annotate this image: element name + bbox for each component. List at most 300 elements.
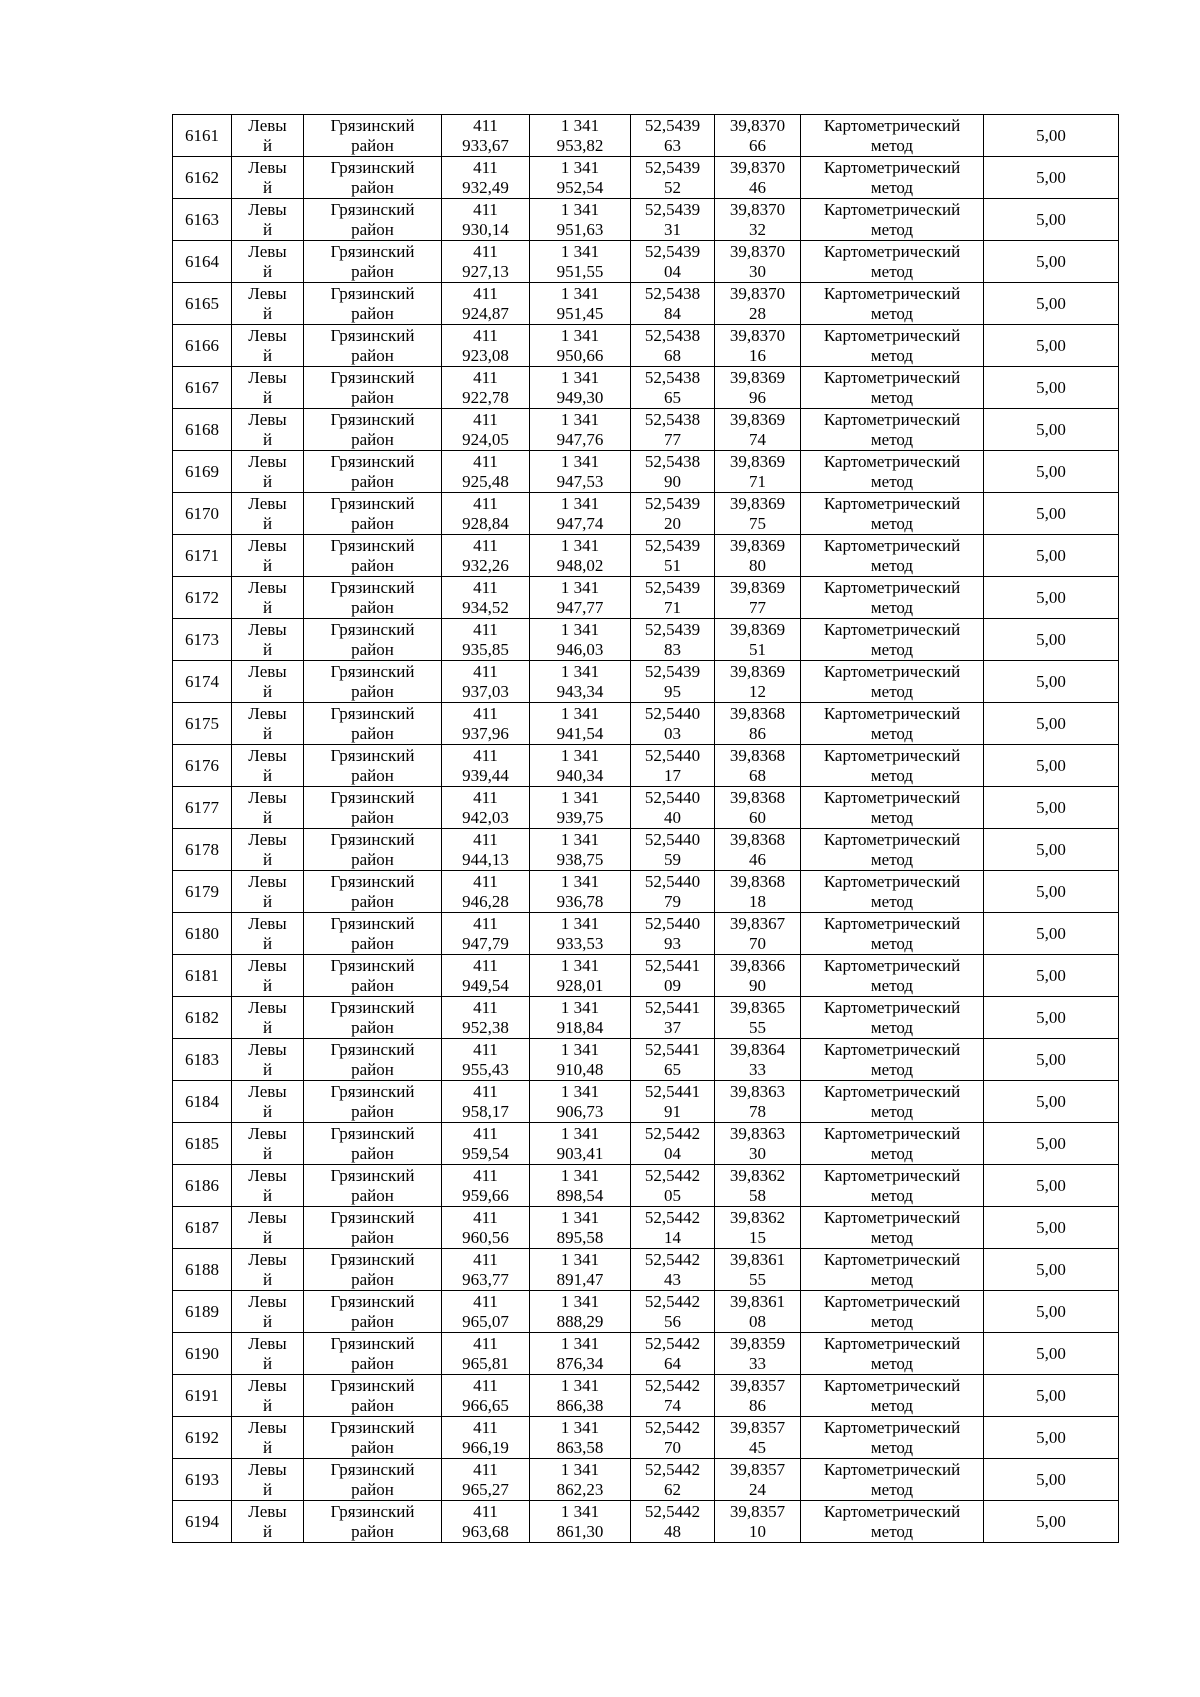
district-cell-line: Грязинский [330, 1333, 415, 1353]
longitude-cell [715, 115, 801, 157]
bank-side-cell-line: Левы [248, 493, 287, 513]
y-coordinate-cell-line: 936,78 [556, 891, 604, 911]
x-coordinate-cell-line: 411 [473, 1333, 498, 1353]
y-coordinate-cell-line: 1 341 [560, 913, 600, 933]
bank-side-cell [232, 451, 304, 493]
accuracy-cell: 5,00 [984, 577, 1119, 619]
method-cell [801, 1375, 984, 1417]
method-cell-line: Картометрический [823, 493, 961, 513]
longitude-cell-line: 75 [749, 513, 766, 533]
district-cell-line: район [351, 219, 394, 239]
bank-side-cell-line: й [262, 681, 273, 701]
longitude-cell-line: 58 [749, 1185, 766, 1205]
district-cell [304, 1249, 442, 1291]
bank-side-cell-line: й [262, 135, 273, 155]
bank-side-cell-line: Левы [248, 577, 287, 597]
y-coordinate-cell [530, 1249, 631, 1291]
x-coordinate-cell-line: 411 [473, 619, 498, 639]
method-cell-line: Картометрический [823, 115, 961, 135]
latitude-cell [631, 913, 715, 955]
bank-side-cell-line: Левы [248, 283, 287, 303]
bank-side-cell-line: й [262, 933, 273, 953]
bank-side-cell-line: Левы [248, 1333, 287, 1353]
x-coordinate-cell [442, 1333, 530, 1375]
district-cell [304, 745, 442, 787]
point-number-cell: 6162 [173, 157, 232, 199]
point-number-cell: 6186 [173, 1165, 232, 1207]
y-coordinate-cell-line: 1 341 [560, 661, 600, 681]
district-cell-line: район [351, 345, 394, 365]
latitude-cell-line: 74 [664, 1395, 681, 1415]
y-coordinate-cell-line: 1 341 [560, 1081, 600, 1101]
table-row [173, 745, 1119, 787]
method-cell [801, 1081, 984, 1123]
table-row [173, 997, 1119, 1039]
latitude-cell [631, 1207, 715, 1249]
y-coordinate-cell [530, 745, 631, 787]
latitude-cell-line: 48 [664, 1521, 681, 1541]
accuracy-cell: 5,00 [984, 661, 1119, 703]
y-coordinate-cell [530, 409, 631, 451]
y-coordinate-cell [530, 367, 631, 409]
district-cell-line: район [351, 471, 394, 491]
y-coordinate-cell-line: 1 341 [560, 1501, 600, 1521]
longitude-cell-line: 55 [749, 1017, 766, 1037]
district-cell [304, 1123, 442, 1165]
bank-side-cell-line: Левы [248, 787, 287, 807]
longitude-cell [715, 451, 801, 493]
accuracy-cell: 5,00 [984, 283, 1119, 325]
latitude-cell-line: 70 [664, 1437, 681, 1457]
y-coordinate-cell-line: 1 341 [560, 871, 600, 891]
table-row [173, 535, 1119, 577]
latitude-cell [631, 997, 715, 1039]
x-coordinate-cell [442, 1123, 530, 1165]
bank-side-cell-line: й [262, 1479, 273, 1499]
accuracy-cell: 5,00 [984, 1081, 1119, 1123]
y-coordinate-cell-line: 952,54 [556, 177, 604, 197]
latitude-cell-line: 52,5442 [644, 1417, 701, 1437]
longitude-cell [715, 619, 801, 661]
latitude-cell-line: 52,5438 [644, 409, 701, 429]
method-cell-line: Картометрический [823, 409, 961, 429]
table-row [173, 1333, 1119, 1375]
bank-side-cell-line: Левы [248, 157, 287, 177]
latitude-cell [631, 367, 715, 409]
accuracy-cell: 5,00 [984, 1123, 1119, 1165]
latitude-cell [631, 1249, 715, 1291]
point-number-cell: 6172 [173, 577, 232, 619]
x-coordinate-cell-line: 411 [473, 451, 498, 471]
y-coordinate-cell-line: 1 341 [560, 955, 600, 975]
method-cell-line: метод [870, 1017, 914, 1037]
x-coordinate-cell [442, 1375, 530, 1417]
bank-side-cell-line: Левы [248, 619, 287, 639]
y-coordinate-cell-line: 1 341 [560, 1249, 600, 1269]
longitude-cell-line: 39,8368 [729, 703, 786, 723]
accuracy-cell: 5,00 [984, 619, 1119, 661]
point-number-cell: 6193 [173, 1459, 232, 1501]
bank-side-cell [232, 199, 304, 241]
bank-side-cell [232, 325, 304, 367]
latitude-cell [631, 451, 715, 493]
district-cell-line: район [351, 303, 394, 323]
bank-side-cell-line: й [262, 387, 273, 407]
bank-side-cell [232, 661, 304, 703]
y-coordinate-cell-line: 949,30 [556, 387, 604, 407]
latitude-cell-line: 52,5442 [644, 1123, 701, 1143]
x-coordinate-cell [442, 1501, 530, 1543]
bank-side-cell-line: Левы [248, 1417, 287, 1437]
method-cell [801, 997, 984, 1039]
district-cell-line: район [351, 849, 394, 869]
bank-side-cell-line: й [262, 1437, 273, 1457]
x-coordinate-cell [442, 157, 530, 199]
district-cell-line: район [351, 1227, 394, 1247]
point-number-cell: 6171 [173, 535, 232, 577]
x-coordinate-cell [442, 1417, 530, 1459]
bank-side-cell-line: й [262, 975, 273, 995]
latitude-cell [631, 829, 715, 871]
longitude-cell-line: 96 [749, 387, 766, 407]
district-cell-line: Грязинский [330, 367, 415, 387]
latitude-cell [631, 493, 715, 535]
district-cell [304, 535, 442, 577]
y-coordinate-cell-line: 948,02 [556, 555, 604, 575]
point-number-cell: 6173 [173, 619, 232, 661]
y-coordinate-cell [530, 1081, 631, 1123]
district-cell-line: Грязинский [330, 283, 415, 303]
method-cell [801, 409, 984, 451]
district-cell-line: Грязинский [330, 325, 415, 345]
district-cell-line: район [351, 513, 394, 533]
latitude-cell-line: 52,5442 [644, 1165, 701, 1185]
table-row [173, 787, 1119, 829]
longitude-cell [715, 367, 801, 409]
latitude-cell [631, 283, 715, 325]
method-cell-line: метод [870, 1395, 914, 1415]
method-cell [801, 535, 984, 577]
method-cell-line: метод [870, 471, 914, 491]
district-cell-line: район [351, 681, 394, 701]
accuracy-cell: 5,00 [984, 451, 1119, 493]
latitude-cell [631, 241, 715, 283]
latitude-cell [631, 1501, 715, 1543]
x-coordinate-cell [442, 115, 530, 157]
x-coordinate-cell [442, 493, 530, 535]
accuracy-cell: 5,00 [984, 1291, 1119, 1333]
bank-side-cell-line: й [262, 471, 273, 491]
table-row [173, 829, 1119, 871]
latitude-cell-line: 52,5440 [644, 913, 701, 933]
accuracy-cell: 5,00 [984, 1375, 1119, 1417]
district-cell-line: Грязинский [330, 703, 415, 723]
latitude-cell-line: 31 [664, 219, 681, 239]
district-cell [304, 1375, 442, 1417]
latitude-cell-line: 52,5438 [644, 325, 701, 345]
y-coordinate-cell [530, 283, 631, 325]
y-coordinate-cell-line: 1 341 [560, 1333, 600, 1353]
bank-side-cell-line: Левы [248, 241, 287, 261]
district-cell-line: Грязинский [330, 157, 415, 177]
latitude-cell-line: 04 [664, 261, 681, 281]
point-number-cell: 6161 [173, 115, 232, 157]
longitude-cell-line: 32 [749, 219, 766, 239]
district-cell-line: район [351, 1269, 394, 1289]
table-row [173, 1207, 1119, 1249]
point-number-cell: 6164 [173, 241, 232, 283]
latitude-cell [631, 955, 715, 997]
accuracy-cell: 5,00 [984, 367, 1119, 409]
longitude-cell-line: 39,8365 [729, 997, 786, 1017]
y-coordinate-cell [530, 577, 631, 619]
x-coordinate-cell-line: 949,54 [462, 975, 509, 995]
district-cell-line: Грязинский [330, 1375, 415, 1395]
method-cell-line: метод [870, 975, 914, 995]
y-coordinate-cell-line: 1 341 [560, 535, 600, 555]
longitude-cell-line: 24 [749, 1479, 766, 1499]
latitude-cell [631, 157, 715, 199]
longitude-cell-line: 39,8361 [729, 1249, 786, 1269]
y-coordinate-cell-line: 943,34 [556, 681, 604, 701]
longitude-cell-line: 39,8369 [729, 619, 786, 639]
latitude-cell-line: 63 [664, 135, 681, 155]
method-cell-line: Картометрический [823, 1207, 961, 1227]
latitude-cell-line: 52,5439 [644, 115, 701, 135]
bank-side-cell-line: й [262, 219, 273, 239]
method-cell [801, 1501, 984, 1543]
method-cell-line: Картометрический [823, 1333, 961, 1353]
y-coordinate-cell-line: 1 341 [560, 1165, 600, 1185]
accuracy-cell: 5,00 [984, 115, 1119, 157]
district-cell-line: Грязинский [330, 1417, 415, 1437]
table-row [173, 577, 1119, 619]
x-coordinate-cell-line: 959,54 [462, 1143, 509, 1163]
latitude-cell-line: 52,5441 [644, 955, 701, 975]
latitude-cell-line: 52,5440 [644, 829, 701, 849]
y-coordinate-cell-line: 1 341 [560, 325, 600, 345]
method-cell [801, 829, 984, 871]
longitude-cell-line: 12 [749, 681, 766, 701]
district-cell-line: Грязинский [330, 1165, 415, 1185]
method-cell [801, 871, 984, 913]
table-row [173, 1501, 1119, 1543]
latitude-cell-line: 05 [664, 1185, 681, 1205]
accuracy-cell: 5,00 [984, 955, 1119, 997]
y-coordinate-cell-line: 866,38 [556, 1395, 604, 1415]
x-coordinate-cell-line: 411 [473, 367, 498, 387]
bank-side-cell-line: й [262, 1185, 273, 1205]
method-cell [801, 1207, 984, 1249]
longitude-cell [715, 1039, 801, 1081]
district-cell-line: район [351, 597, 394, 617]
table-row [173, 1459, 1119, 1501]
longitude-cell-line: 39,8368 [729, 787, 786, 807]
longitude-cell-line: 39,8370 [729, 199, 786, 219]
method-cell-line: метод [870, 1269, 914, 1289]
latitude-cell-line: 52,5440 [644, 787, 701, 807]
bank-side-cell-line: й [262, 765, 273, 785]
accuracy-cell: 5,00 [984, 241, 1119, 283]
x-coordinate-cell-line: 963,77 [462, 1269, 509, 1289]
y-coordinate-cell [530, 1207, 631, 1249]
x-coordinate-cell-line: 922,78 [462, 387, 509, 407]
method-cell-line: метод [870, 429, 914, 449]
x-coordinate-cell-line: 411 [473, 703, 498, 723]
latitude-cell-line: 04 [664, 1143, 681, 1163]
point-number-cell: 6185 [173, 1123, 232, 1165]
point-number-cell: 6175 [173, 703, 232, 745]
y-coordinate-cell [530, 1039, 631, 1081]
y-coordinate-cell-line: 1 341 [560, 493, 600, 513]
longitude-cell-line: 77 [749, 597, 766, 617]
longitude-cell [715, 1249, 801, 1291]
bank-side-cell-line: Левы [248, 1291, 287, 1311]
longitude-cell-line: 39,8368 [729, 829, 786, 849]
district-cell [304, 367, 442, 409]
x-coordinate-cell-line: 932,49 [462, 177, 509, 197]
x-coordinate-cell-line: 411 [473, 409, 498, 429]
district-cell-line: район [351, 1143, 394, 1163]
x-coordinate-cell-line: 965,27 [462, 1479, 509, 1499]
y-coordinate-cell-line: 939,75 [556, 807, 604, 827]
point-number-cell: 6165 [173, 283, 232, 325]
latitude-cell [631, 787, 715, 829]
method-cell-line: Картометрический [823, 1291, 961, 1311]
longitude-cell-line: 68 [749, 765, 766, 785]
x-coordinate-cell-line: 411 [473, 871, 498, 891]
y-coordinate-cell [530, 997, 631, 1039]
y-coordinate-cell [530, 115, 631, 157]
district-cell-line: район [351, 135, 394, 155]
x-coordinate-cell-line: 939,44 [462, 765, 509, 785]
district-cell-line: район [351, 1395, 394, 1415]
table-row [173, 1081, 1119, 1123]
longitude-cell-line: 55 [749, 1269, 766, 1289]
method-cell-line: Картометрический [823, 745, 961, 765]
y-coordinate-cell-line: 950,66 [556, 345, 604, 365]
y-coordinate-cell-line: 1 341 [560, 997, 600, 1017]
district-cell [304, 241, 442, 283]
latitude-cell-line: 40 [664, 807, 681, 827]
longitude-cell-line: 39,8362 [729, 1165, 786, 1185]
method-cell [801, 451, 984, 493]
x-coordinate-cell-line: 932,26 [462, 555, 509, 575]
method-cell-line: Картометрический [823, 199, 961, 219]
longitude-cell-line: 39,8370 [729, 325, 786, 345]
bank-side-cell-line: й [262, 1311, 273, 1331]
y-coordinate-cell-line: 876,34 [556, 1353, 604, 1373]
district-cell [304, 451, 442, 493]
longitude-cell-line: 90 [749, 975, 766, 995]
longitude-cell-line: 39,8366 [729, 955, 786, 975]
district-cell-line: Грязинский [330, 1081, 415, 1101]
method-cell-line: Картометрический [823, 157, 961, 177]
method-cell-line: метод [870, 807, 914, 827]
coordinates-table [172, 114, 1119, 1543]
latitude-cell [631, 1291, 715, 1333]
district-cell-line: Грязинский [330, 115, 415, 135]
latitude-cell-line: 52,5440 [644, 871, 701, 891]
district-cell-line: район [351, 723, 394, 743]
district-cell [304, 283, 442, 325]
method-cell-line: метод [870, 1185, 914, 1205]
method-cell-line: Картометрический [823, 787, 961, 807]
y-coordinate-cell-line: 1 341 [560, 241, 600, 261]
bank-side-cell-line: Левы [248, 1459, 287, 1479]
y-coordinate-cell-line: 1 341 [560, 199, 600, 219]
district-cell-line: Грязинский [330, 871, 415, 891]
y-coordinate-cell-line: 895,58 [556, 1227, 604, 1247]
y-coordinate-cell [530, 661, 631, 703]
x-coordinate-cell-line: 927,13 [462, 261, 509, 281]
longitude-cell-line: 45 [749, 1437, 766, 1457]
y-coordinate-cell [530, 535, 631, 577]
longitude-cell [715, 157, 801, 199]
district-cell-line: район [351, 933, 394, 953]
longitude-cell-line: 39,8363 [729, 1081, 786, 1101]
longitude-cell [715, 1291, 801, 1333]
x-coordinate-cell [442, 1249, 530, 1291]
longitude-cell-line: 39,8369 [729, 493, 786, 513]
longitude-cell-line: 39,8357 [729, 1501, 786, 1521]
x-coordinate-cell [442, 199, 530, 241]
y-coordinate-cell-line: 898,54 [556, 1185, 604, 1205]
x-coordinate-cell-line: 411 [473, 913, 498, 933]
y-coordinate-cell [530, 913, 631, 955]
bank-side-cell-line: й [262, 345, 273, 365]
x-coordinate-cell [442, 703, 530, 745]
district-cell-line: Грязинский [330, 787, 415, 807]
longitude-cell-line: 10 [749, 1521, 766, 1541]
method-cell [801, 1249, 984, 1291]
x-coordinate-cell-line: 411 [473, 829, 498, 849]
district-cell [304, 1501, 442, 1543]
y-coordinate-cell-line: 941,54 [556, 723, 604, 743]
method-cell [801, 913, 984, 955]
x-coordinate-cell [442, 1459, 530, 1501]
table-row [173, 871, 1119, 913]
bank-side-cell [232, 871, 304, 913]
latitude-cell-line: 52,5439 [644, 199, 701, 219]
longitude-cell-line: 39,8357 [729, 1417, 786, 1437]
method-cell-line: метод [870, 177, 914, 197]
longitude-cell-line: 39,8369 [729, 451, 786, 471]
x-coordinate-cell-line: 923,08 [462, 345, 509, 365]
district-cell [304, 1039, 442, 1081]
x-coordinate-cell-line: 928,84 [462, 513, 509, 533]
district-cell-line: район [351, 1059, 394, 1079]
district-cell-line: Грязинский [330, 913, 415, 933]
longitude-cell-line: 74 [749, 429, 766, 449]
method-cell-line: Картометрический [823, 577, 961, 597]
bank-side-cell-line: Левы [248, 1249, 287, 1269]
longitude-cell [715, 1123, 801, 1165]
method-cell-line: метод [870, 1353, 914, 1373]
latitude-cell-line: 14 [664, 1227, 681, 1247]
point-number-cell: 6190 [173, 1333, 232, 1375]
district-cell-line: Грязинский [330, 661, 415, 681]
bank-side-cell-line: й [262, 1227, 273, 1247]
method-cell-line: метод [870, 555, 914, 575]
table-row [173, 241, 1119, 283]
x-coordinate-cell [442, 535, 530, 577]
x-coordinate-cell-line: 411 [473, 283, 498, 303]
latitude-cell-line: 52,5442 [644, 1501, 701, 1521]
method-cell-line: метод [870, 387, 914, 407]
accuracy-cell: 5,00 [984, 745, 1119, 787]
method-cell [801, 955, 984, 997]
